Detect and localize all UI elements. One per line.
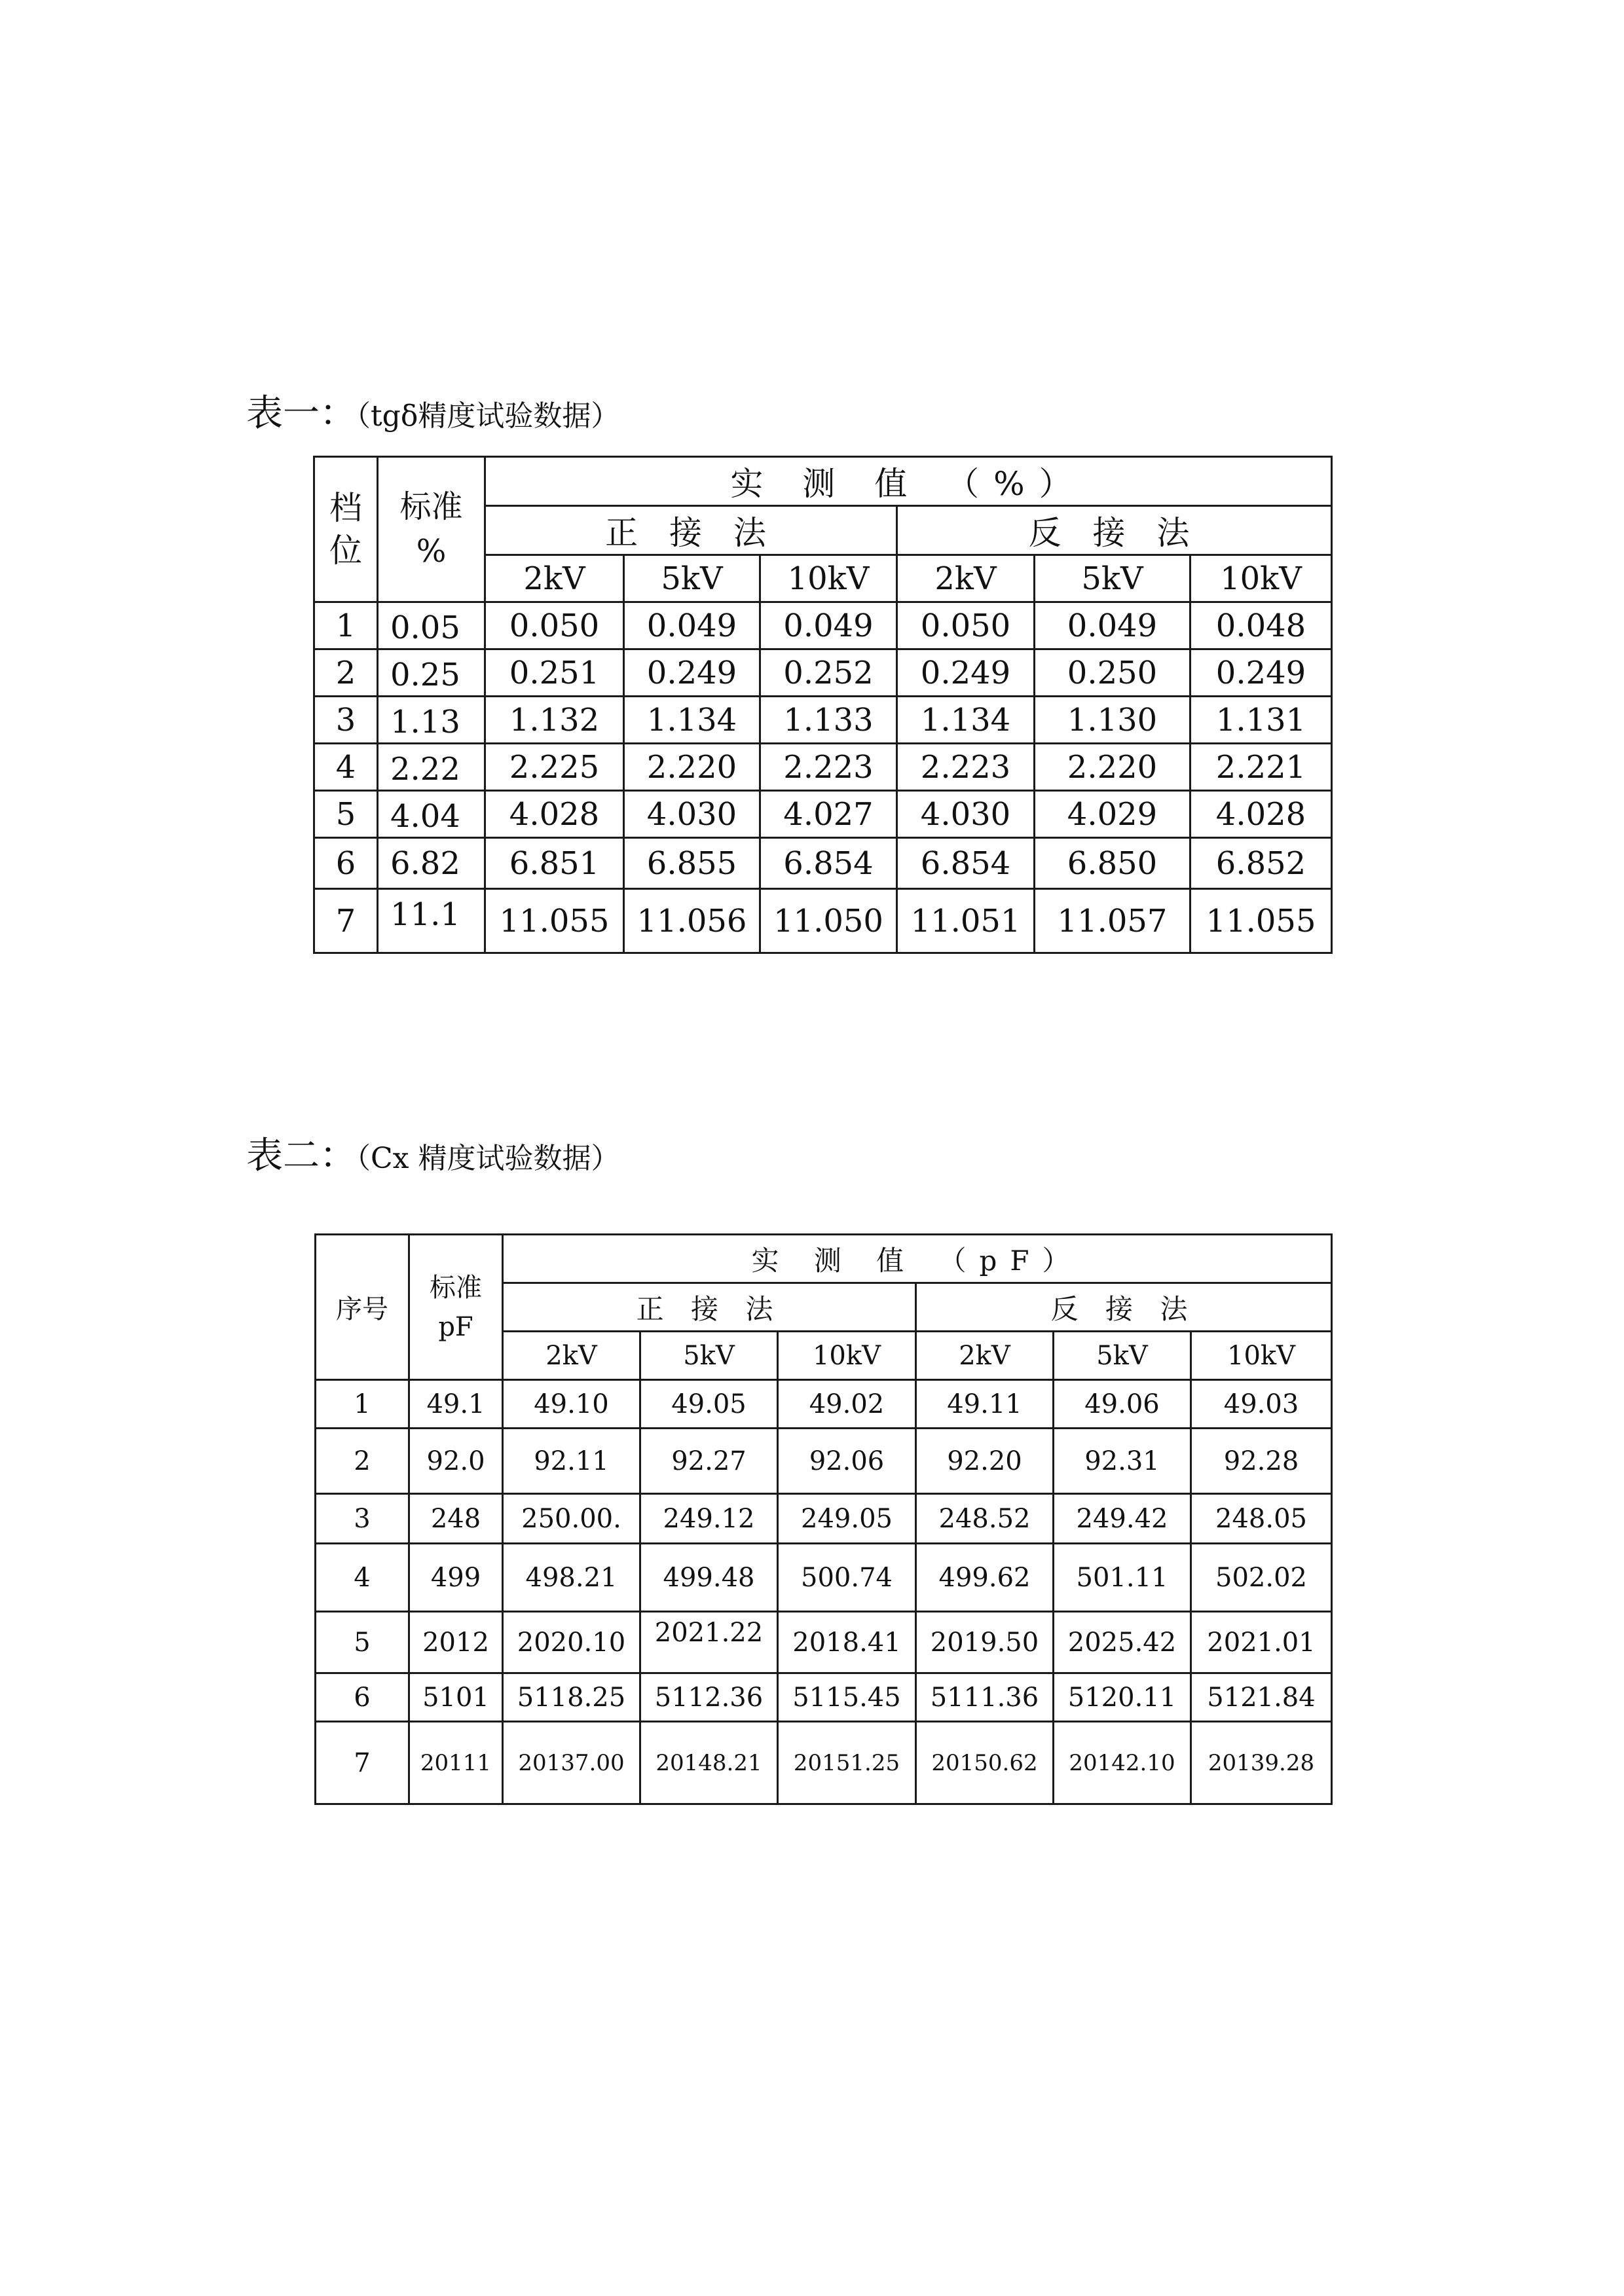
row-standard: 2012 <box>409 1612 503 1673</box>
row-value: 11.057 <box>1035 889 1190 953</box>
row-sequence: 3 <box>316 1494 409 1544</box>
voltage-header: 5kV <box>640 1332 778 1380</box>
row-value: 92.27 <box>640 1429 778 1494</box>
row-value: 5118.25 <box>503 1673 640 1722</box>
row-standard: 11.1 <box>378 889 485 953</box>
row-value: 248.05 <box>1191 1494 1332 1544</box>
row-value: 49.10 <box>503 1380 640 1429</box>
row-value: 20151.25 <box>778 1722 916 1804</box>
row-standard: 248 <box>409 1494 503 1544</box>
row-sequence: 4 <box>316 1544 409 1612</box>
row-sequence: 1 <box>316 1380 409 1429</box>
row-value: 11.051 <box>897 889 1035 953</box>
row-position: 3 <box>314 697 378 744</box>
table-row <box>316 1673 1332 1722</box>
row-value: 4.028 <box>1190 791 1332 838</box>
row-value: 92.31 <box>1054 1429 1191 1494</box>
row-value: 0.050 <box>485 602 624 649</box>
row-value: 11.055 <box>485 889 624 953</box>
forward-connection-header: 正 接 法 <box>485 506 897 555</box>
row-value: 0.249 <box>624 649 760 697</box>
voltage-header: 10kV <box>1190 555 1332 602</box>
voltage-header: 2kV <box>503 1332 640 1380</box>
table-row <box>314 602 1332 649</box>
table2-caption-sub: （Cx 精度试验数据） <box>356 1142 620 1175</box>
voltage-header: 10kV <box>778 1332 916 1380</box>
measured-value-header: 实 测 值 （pF） <box>503 1235 1332 1283</box>
tg-delta-accuracy-table <box>313 456 1333 954</box>
row-sequence: 2 <box>316 1429 409 1494</box>
row-value: 2025.42 <box>1054 1612 1191 1673</box>
row-value: 0.251 <box>485 649 624 697</box>
row-value: 6.851 <box>485 838 624 889</box>
row-value: 0.048 <box>1190 602 1332 649</box>
voltage-header: 2kV <box>897 555 1035 602</box>
row-position: 1 <box>314 602 378 649</box>
row-value: 2.221 <box>1190 744 1332 791</box>
table1-caption-sub: （tgδ精度试验数据） <box>356 399 620 433</box>
row-standard: 2.22 <box>378 744 485 791</box>
row-value: 6.855 <box>624 838 760 889</box>
position-header: 档 位 <box>314 457 378 602</box>
row-value: 0.249 <box>897 649 1035 697</box>
row-value: 2.223 <box>897 744 1035 791</box>
row-position: 5 <box>314 791 378 838</box>
table-row <box>314 838 1332 889</box>
row-value: 6.854 <box>760 838 897 889</box>
row-value: 1.132 <box>485 697 624 744</box>
row-value: 11.050 <box>760 889 897 953</box>
row-sequence: 7 <box>316 1722 409 1804</box>
row-value: 4.027 <box>760 791 897 838</box>
row-value: 20142.10 <box>1054 1722 1191 1804</box>
row-value: 1.131 <box>1190 697 1332 744</box>
row-value: 502.02 <box>1191 1544 1332 1612</box>
row-standard: 0.05 <box>378 602 485 649</box>
row-value: 5121.84 <box>1191 1673 1332 1722</box>
row-value: 2021.22 <box>640 1612 778 1673</box>
row-value: 4.030 <box>897 791 1035 838</box>
table-row <box>316 1722 1332 1804</box>
row-standard: 499 <box>409 1544 503 1612</box>
forward-connection-header: 正 接 法 <box>503 1283 916 1332</box>
row-standard: 1.13 <box>378 697 485 744</box>
row-position: 2 <box>314 649 378 697</box>
table1-caption <box>246 392 620 435</box>
table-row <box>316 1494 1332 1544</box>
voltage-header: 2kV <box>916 1332 1054 1380</box>
table-row <box>316 1544 1332 1612</box>
row-value: 2019.50 <box>916 1612 1054 1673</box>
row-value: 1.130 <box>1035 697 1190 744</box>
voltage-header: 5kV <box>624 555 760 602</box>
row-sequence: 5 <box>316 1612 409 1673</box>
row-value: 2018.41 <box>778 1612 916 1673</box>
voltage-header: 10kV <box>760 555 897 602</box>
row-value: 2021.01 <box>1191 1612 1332 1673</box>
row-value: 250.00. <box>503 1494 640 1544</box>
row-value: 0.049 <box>624 602 760 649</box>
row-value: 20139.28 <box>1191 1722 1332 1804</box>
standard-header: 标准 pF <box>409 1235 503 1380</box>
row-standard: 0.25 <box>378 649 485 697</box>
row-value: 1.133 <box>760 697 897 744</box>
row-standard: 5101 <box>409 1673 503 1722</box>
row-position: 7 <box>314 889 378 953</box>
table-row <box>316 1380 1332 1429</box>
row-value: 2020.10 <box>503 1612 640 1673</box>
row-value: 49.06 <box>1054 1380 1191 1429</box>
row-value: 4.030 <box>624 791 760 838</box>
row-value: 0.252 <box>760 649 897 697</box>
row-value: 0.050 <box>897 602 1035 649</box>
row-value: 1.134 <box>624 697 760 744</box>
row-value: 11.056 <box>624 889 760 953</box>
row-value: 5111.36 <box>916 1673 1054 1722</box>
voltage-header: 10kV <box>1191 1332 1332 1380</box>
row-value: 249.05 <box>778 1494 916 1544</box>
row-value: 1.134 <box>897 697 1035 744</box>
row-value: 2.220 <box>1035 744 1190 791</box>
row-value: 6.852 <box>1190 838 1332 889</box>
row-value: 4.028 <box>485 791 624 838</box>
row-value: 20148.21 <box>640 1722 778 1804</box>
row-position: 4 <box>314 744 378 791</box>
row-value: 49.11 <box>916 1380 1054 1429</box>
row-value: 500.74 <box>778 1544 916 1612</box>
row-value: 0.250 <box>1035 649 1190 697</box>
row-value: 499.48 <box>640 1544 778 1612</box>
row-standard: 6.82 <box>378 838 485 889</box>
row-value: 20137.00 <box>503 1722 640 1804</box>
table-row <box>314 744 1332 791</box>
reverse-connection-header: 反 接 法 <box>897 506 1332 555</box>
cx-accuracy-table <box>314 1233 1333 1805</box>
row-position: 6 <box>314 838 378 889</box>
table2-caption <box>246 1135 620 1177</box>
table2-caption-main: 表二： <box>246 1135 356 1177</box>
row-value: 2.220 <box>624 744 760 791</box>
row-value: 501.11 <box>1054 1544 1191 1612</box>
row-value: 49.02 <box>778 1380 916 1429</box>
sequence-header: 序号 <box>316 1235 409 1380</box>
voltage-header: 5kV <box>1035 555 1190 602</box>
row-value: 0.049 <box>1035 602 1190 649</box>
row-value: 0.249 <box>1190 649 1332 697</box>
row-value: 248.52 <box>916 1494 1054 1544</box>
row-value: 92.20 <box>916 1429 1054 1494</box>
table-row <box>314 889 1332 953</box>
measured-value-header: 实 测 值 （%） <box>485 457 1332 506</box>
row-value: 92.06 <box>778 1429 916 1494</box>
row-standard: 4.04 <box>378 791 485 838</box>
row-value: 49.05 <box>640 1380 778 1429</box>
table-row <box>314 791 1332 838</box>
row-sequence: 6 <box>316 1673 409 1722</box>
row-value: 499.62 <box>916 1544 1054 1612</box>
row-value: 49.03 <box>1191 1380 1332 1429</box>
row-value: 2.225 <box>485 744 624 791</box>
table-row <box>316 1429 1332 1494</box>
row-value: 92.28 <box>1191 1429 1332 1494</box>
table-row <box>316 1612 1332 1673</box>
row-value: 20150.62 <box>916 1722 1054 1804</box>
voltage-header: 5kV <box>1054 1332 1191 1380</box>
row-value: 498.21 <box>503 1544 640 1612</box>
row-standard: 49.1 <box>409 1380 503 1429</box>
row-value: 11.055 <box>1190 889 1332 953</box>
row-standard: 92.0 <box>409 1429 503 1494</box>
table-row <box>314 697 1332 744</box>
reverse-connection-header: 反 接 法 <box>916 1283 1332 1332</box>
voltage-header: 2kV <box>485 555 624 602</box>
row-value: 249.12 <box>640 1494 778 1544</box>
row-value: 4.029 <box>1035 791 1190 838</box>
table1-caption-main: 表一： <box>246 392 356 435</box>
row-value: 5115.45 <box>778 1673 916 1722</box>
row-value: 0.049 <box>760 602 897 649</box>
row-value: 5120.11 <box>1054 1673 1191 1722</box>
row-value: 6.850 <box>1035 838 1190 889</box>
row-value: 5112.36 <box>640 1673 778 1722</box>
standard-header: 标准 % <box>378 457 485 602</box>
row-value: 6.854 <box>897 838 1035 889</box>
row-value: 92.11 <box>503 1429 640 1494</box>
row-value: 249.42 <box>1054 1494 1191 1544</box>
table-row <box>314 649 1332 697</box>
row-value: 2.223 <box>760 744 897 791</box>
row-standard: 20111 <box>409 1722 503 1804</box>
